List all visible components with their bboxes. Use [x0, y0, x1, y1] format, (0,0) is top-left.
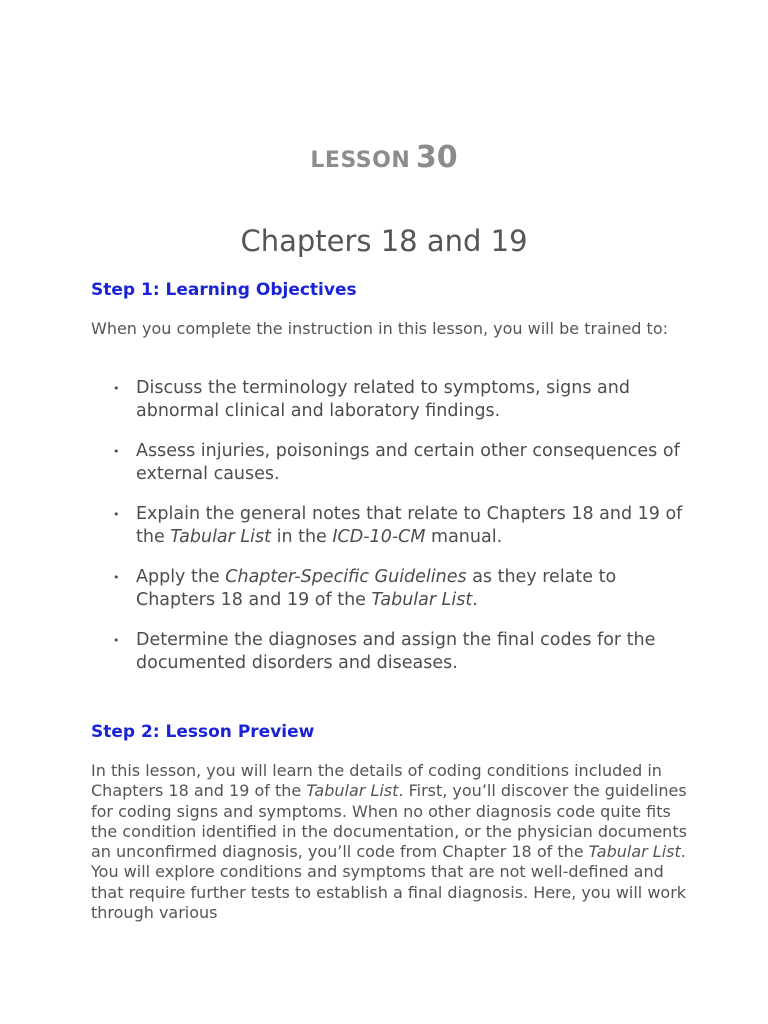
list-item — [0, 503, 696, 549]
objective-text — [136, 567, 616, 610]
step1-heading: Step 1: Learning Objectives — [91, 280, 357, 300]
objective-text-part: Explain the general notes that relate to Chapters 18 and 19 of the — [136, 504, 683, 547]
bullet-icon: • — [113, 571, 120, 584]
step2-heading: Step 2: Lesson Preview — [91, 722, 315, 742]
bullet-icon: • — [113, 382, 120, 395]
objective-text: Determine the diagnoses and assign the final codes for the documented disorders and diseases. — [136, 630, 656, 673]
list-item — [0, 566, 696, 612]
objective-text-part: Apply the — [136, 567, 226, 587]
tabular-list-italic: Tabular List — [306, 781, 399, 801]
preview-text-part: . You will explore conditions and symptoms that are not well-defined and that require further tests to establish a final diagnosis. Here, you will work through various — [91, 842, 687, 923]
objective-text: Assess injuries, poisonings and certain other consequences of external causes. — [136, 441, 680, 484]
objectives-intro: When you complete the instruction in this lesson, you will be trained to: — [91, 319, 668, 338]
list-item — [0, 440, 696, 486]
preview-text-part: In this lesson, you will learn the details of coding conditions included in Chapters 18 and 19 of the — [91, 761, 662, 801]
objective-text-part: . — [472, 590, 478, 610]
guidelines-italic: Chapter-Specific Guidelines — [225, 567, 467, 587]
objective-text — [136, 504, 682, 547]
bullet-icon: • — [113, 634, 120, 647]
lesson-label — [0, 140, 768, 175]
tabular-list-italic: Tabular List — [371, 590, 473, 610]
objectives-list — [0, 377, 768, 692]
objective-text: Discuss the terminology related to symptoms, signs and abnormal clinical and laboratory findings. — [136, 378, 630, 421]
list-item — [0, 377, 696, 423]
page-title: Chapters 18 and 19 — [240, 224, 528, 258]
objective-text-part: in the — [271, 527, 333, 547]
tabular-list-italic: Tabular List — [588, 842, 681, 862]
objective-text-part: as they relate to Chapters 18 and 19 of the — [136, 567, 617, 610]
preview-text-part: . First, you’ll discover the guidelines for coding signs and symptoms. When no other diagnosis code quite fits the condition identified in the documentation, or the physician documents an unconfirmed diagnosis, you’ll code from Chapter 18 of the — [91, 781, 687, 862]
list-item — [0, 629, 696, 675]
lesson-preview-paragraph — [91, 761, 691, 923]
lesson-word: LESSON — [310, 148, 411, 173]
bullet-icon: • — [113, 508, 120, 521]
objective-text-part: manual. — [425, 527, 503, 547]
tabular-list-italic: Tabular List — [170, 527, 272, 547]
lesson-number: 30 — [415, 140, 458, 175]
bullet-icon: • — [113, 445, 120, 458]
icd-manual-italic: ICD-10-CM — [332, 527, 426, 547]
